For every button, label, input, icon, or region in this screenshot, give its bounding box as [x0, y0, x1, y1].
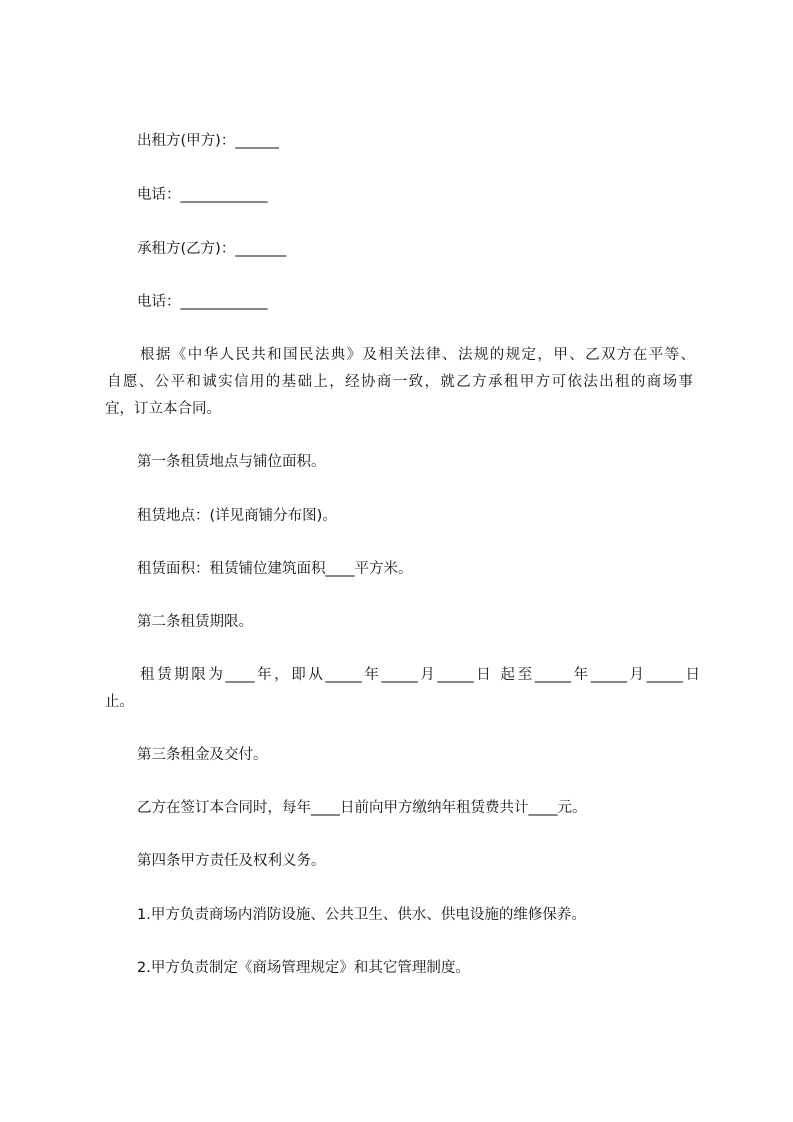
- lessor-duty-2-line: 2.甲方负责制定《商场管理规定》和其它管理制度。: [137, 960, 470, 976]
- lease-term-line-2: 止。: [105, 694, 134, 710]
- rent-payment-line: 乙方在签订本合同时，每年____日前向甲方缴纳年租赁费共计____元。: [137, 800, 587, 816]
- lease-area-line: 租赁面积：租赁铺位建筑面积____平方米。: [137, 561, 413, 577]
- lessee-party-line: 承租方(乙方)：_______: [137, 241, 287, 257]
- article-2-heading: 第二条租赁期限。: [137, 614, 253, 630]
- lessor-phone-line: 电话：____________: [137, 187, 268, 203]
- lessor-party-line: 出租方(甲方)：______: [137, 133, 279, 149]
- article-3-heading: 第三条租金及交付。: [137, 747, 268, 763]
- preamble-line-3: 宜，订立本合同。: [105, 401, 221, 417]
- lessee-phone-line: 电话：____________: [137, 294, 268, 310]
- article-4-heading: 第四条甲方责任及权利义务。: [137, 853, 326, 869]
- lease-term-line-1: 租赁期限为____年，即从_____年_____月_____日 起至_____年_____月_____日: [140, 667, 700, 683]
- lease-location-line: 租赁地点：(详见商铺分布图)。: [137, 508, 337, 524]
- article-1-heading: 第一条租赁地点与铺位面积。: [137, 454, 326, 470]
- preamble-line-2: 自愿、公平和诚实信用的基础上，经协商一致，就乙方承租甲方可依法出租的商场事: [107, 374, 693, 390]
- preamble-line-1: 根据《中华人民共和国民法典》及相关法律、法规的规定，甲、乙双方在平等、: [140, 347, 695, 363]
- lessor-duty-1-line: 1.甲方负责商场内消防设施、公共卫生、供水、供电设施的维修保养。: [137, 907, 586, 923]
